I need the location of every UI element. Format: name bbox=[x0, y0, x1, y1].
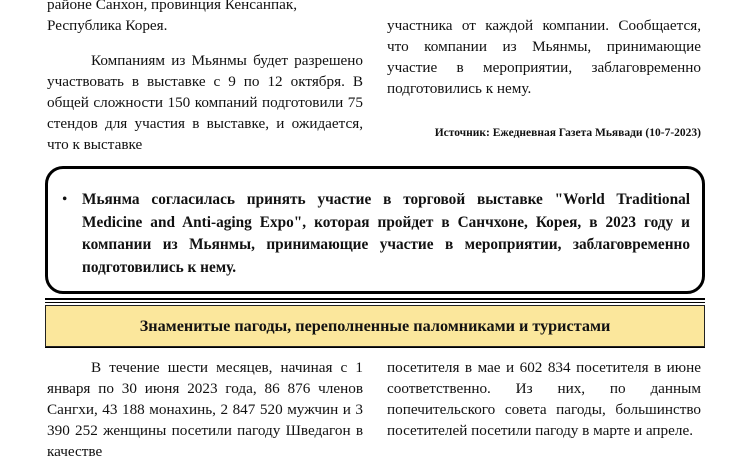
article-headline-text: Знаменитые пагоды, переполненные паломниками и туристами bbox=[139, 316, 611, 335]
top-left-line-2: Республика Корея. bbox=[47, 17, 168, 34]
top-left-paragraph: Компаниям из Мьянмы будет разрешено участвовать в выставке с 9 по 12 октября. В общей сложности 150 компаний подготовили 75 стендов для участия в выставке, и ожидается, что к выставке bbox=[47, 52, 363, 153]
top-left-column bbox=[47, 0, 363, 155]
summary-box bbox=[45, 166, 705, 294]
summary-bullet: • Мьянма согласилась принять участие в торговой выставке "World Traditional Medicine and Anti-aging Expo", которая пройдет в Санчхоне, Корея, в 2023 году и компании из Мьянмы, принимающие участие в мероприятии, заблаговременно подготовились к нему. bbox=[82, 189, 690, 279]
source-citation: Источник: Ежедневная Газета Мьявади (10-7-2023) bbox=[434, 127, 701, 139]
bottom-right-column bbox=[387, 357, 701, 441]
summary-list bbox=[82, 189, 690, 279]
article-headline bbox=[45, 305, 705, 347]
divider-rule-bottom bbox=[45, 347, 705, 348]
bottom-left-paragraph: В течение шести месяцев, начиная с 1 января по 30 июня 2023 года, 86 876 членов Сангхи, 43 188 монахинь, 2 847 520 мужчин и 3 390 252 женщины посетили пагоду Шведагон в качестве bbox=[47, 359, 363, 460]
top-right-column bbox=[387, 0, 701, 99]
bottom-left-column bbox=[47, 357, 363, 462]
bottom-right-paragraph: посетителя в мае и 602 834 посетителя в июне соответственно. Из них, по данным попечительского совета пагоды, большинство посетителей посетили пагоду в марте и апреле. bbox=[387, 359, 701, 439]
divider-rule-thin bbox=[45, 302, 705, 303]
top-right-paragraph: участника от каждой компании. Сообщается, что компании из Мьянмы, принимающие участие в мероприятии, заблаговременно подготовились к нему. bbox=[387, 17, 701, 97]
divider-rule-thick bbox=[45, 298, 705, 300]
top-left-line-1: районе Санхон, провинция Кенсанпак, bbox=[47, 0, 298, 13]
